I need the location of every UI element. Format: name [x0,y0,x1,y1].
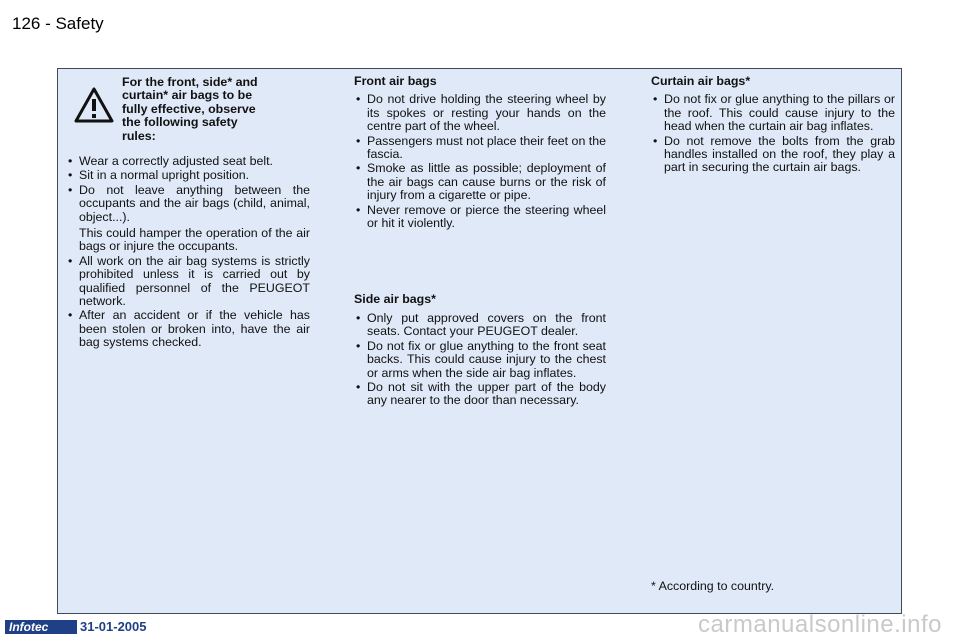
list-item: • Sit in a normal upright position. [66,169,310,182]
list-item: • All work on the air bag systems is strictly prohibited unless it is carried out by qualified personnel of the PEUGEOT network. [66,255,310,309]
section-spacer [354,231,606,293]
column-front-side [354,75,606,409]
list-item: • Do not fix or glue anything to the pillars or the roof. This could cause injury to the head when the curtain air bag inflates. [651,93,895,133]
safety-panel [57,68,902,614]
list-item: • Only put approved covers on the front seats. Contact your PEUGEOT dealer. [354,312,606,339]
list-item: • Wear a correctly adjusted seat belt. [66,155,310,168]
list-item-note: This could hamper the operation of the air bags or injure the occupants. [79,226,310,254]
warning-triangle-icon [74,87,114,123]
column-curtain [651,75,895,176]
list-item: • Do not remove the bolts from the grab handles installed on the roof, they play a part in securing the curtain air bags. [651,135,895,175]
warning-block [66,75,310,155]
curtain-airbags-heading: Curtain air bags* [651,74,751,88]
front-airbags-list [354,93,606,230]
side-airbags-heading: Side air bags* [354,292,436,307]
list-item: • Smoke as little as possible; deployment of the air bags can cause burns or the risk of injury from a cigarette or pipe. [354,162,606,202]
general-rules-list [66,155,310,350]
column-general-rules [66,75,310,351]
watermark: carmanualsonline.info [698,611,942,638]
infotec-logo: Infotec [5,620,77,634]
list-item: • Do not sit with the upper part of the body any nearer to the door than necessary. [354,381,606,408]
list-item: • Passengers must not place their feet on the fascia. [354,135,606,162]
warning-title: For the front, side* and curtain* air bags to be fully effective, observe the following safety rules: [122,75,258,143]
curtain-airbags-list [651,93,895,174]
list-item-text: Do not leave anything between the occupants and the air bags (child, animal, object...). [79,182,310,224]
country-footnote: * According to country. [651,579,775,593]
list-item: • After an accident or if the vehicle has been stolen or broken into, have the air bag systems checked. [66,309,310,349]
list-item: • Do not drive holding the steering wheel by its spokes or resting your hands on the centre part of the wheel. [354,93,606,133]
side-airbags-list [354,312,606,408]
list-item: • Never remove or pierce the steering wheel or hit it violently. [354,204,606,231]
front-airbags-heading: Front air bags [354,74,437,88]
list-item [66,184,310,254]
list-item: • Do not fix or glue anything to the front seat backs. This could cause injury to the chest or arms when the side air bag inflates. [354,340,606,380]
page-title: 126 - Safety [12,14,104,33]
print-date: 31-01-2005 [80,619,147,634]
